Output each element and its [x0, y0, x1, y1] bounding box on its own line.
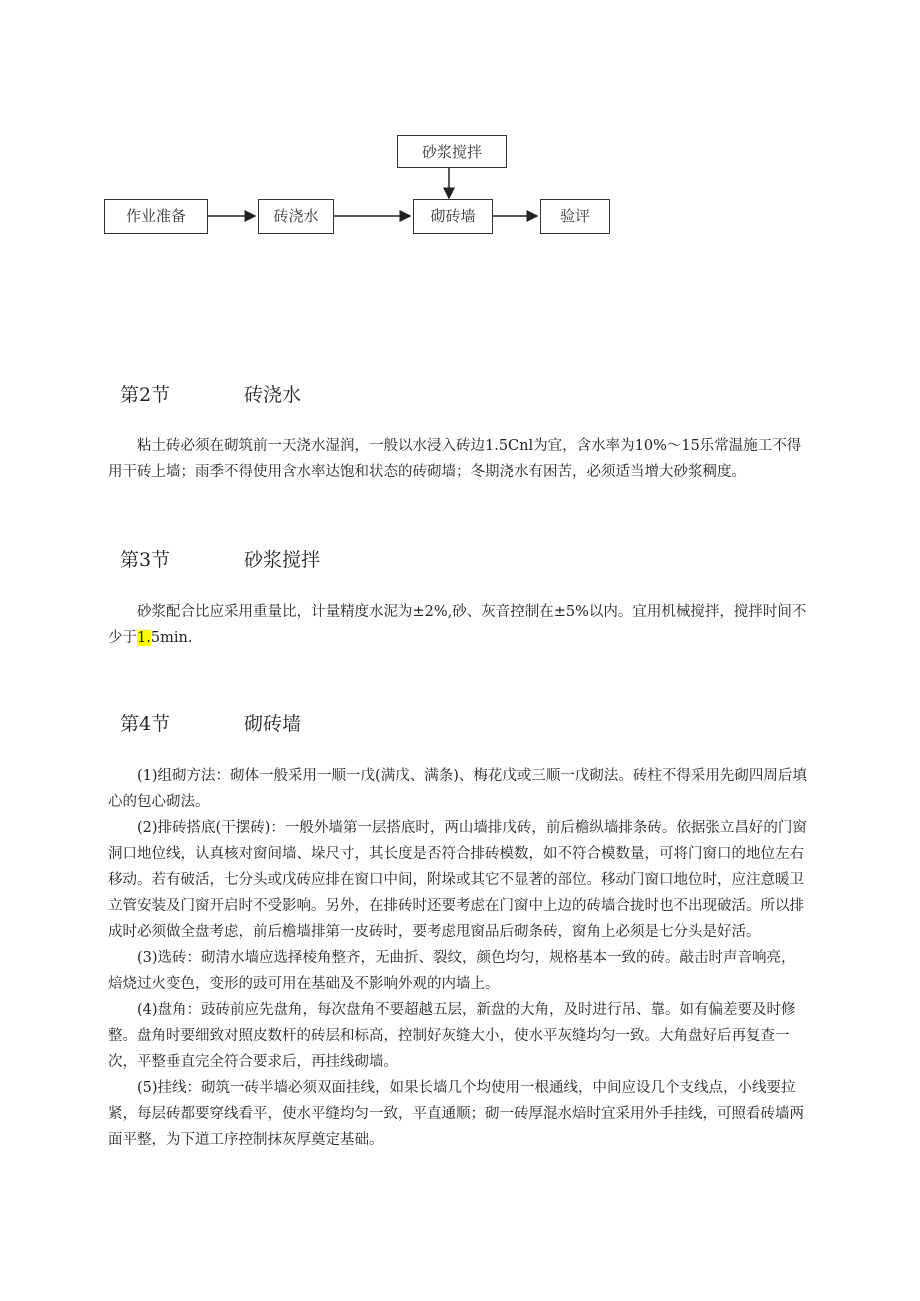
- flow-box-mortar: 砂浆搅拌: [397, 135, 507, 168]
- flow-box-masonry: 砌砖墙: [413, 199, 493, 234]
- section-title: 砌砖墙: [244, 713, 302, 735]
- section-number: 第2节: [120, 384, 171, 406]
- paragraph-brick-layout: (2)排砖搭底(干摆砖)：一般外墙第一层搭底时，两山墙排戊砖，前后檐纵墙排条砖。依据张立昌好的门窗洞口地位线，认真核对窗间墙、垛尺寸，其长度是否符合排砖模数，如不符合模数量，可将门窗口的地位左右移动。若有破活，七分头或戊砖应排在窗口中间，附垛或其它不显著的部位。移动门窗口地位时，应注意暖卫立管安装及门窗开启时不受影响。另外，在排砖时还要考虑在门窗中上边的砖墙合拢时也不出现破活。所以排成时必须做全盘考虑，前后檐墙排第一皮砖时，要考虑甩窗品后砌条砖，窗角上必须是七分头是好活。: [108, 820, 807, 940]
- paragraph-bonding-method: (1)组砌方法：砌体一般采用一顺一戊(满戊、满条)、梅花戊或三顺一戊砌法。砖柱不得采用先砌四周后填心的包心砌法。: [108, 768, 807, 810]
- section-2-paragraph: 粘土砖必须在砌筑前一天浇水湿润，一般以水浸入砖边1.5Cnl为宜，含水率为10%～15乐常温施工不得用干砖上墙；雨季不得使用含水率达饱和状态的砖砌墙；冬期浇水有困苦，必须适当增大砂浆稠度。: [108, 438, 802, 480]
- process-flowchart: [100, 135, 620, 245]
- section-title: 砂浆搅拌: [244, 549, 321, 571]
- section-number: 第3节: [120, 549, 171, 571]
- flow-box-inspect: 验评: [540, 199, 610, 234]
- section-4-heading: [120, 709, 420, 735]
- section-3-paragraph: [108, 599, 808, 651]
- section-3-heading: [120, 545, 420, 571]
- section-title: 砖浇水: [244, 384, 302, 406]
- paragraph-text: 5min.: [150, 630, 193, 646]
- flow-box-water: 砖浇水: [258, 199, 334, 234]
- highlighted-text: 1.: [137, 630, 151, 646]
- paragraph-line-hanging: (5)挂线：砌筑一砖半墙必须双面挂线，如果长墙几个均使用一根通线，中间应设几个支线点，小线要拉紧，每层砖都要穿线看平，使水平缝均匀一致，平直通顺；砌一砖厚混水焙时宜采用外手挂线，可照看砖墙两面平整，为下道工序控制抹灰厚奠定基础。: [108, 1080, 804, 1148]
- paragraph-corner-building: (4)盘角：豉砖前应先盘角，每次盘角不要超越五层，新盘的大角，及时进行吊、靠。如有偏差要及时修整。盘角时要细致对照皮数杆的砖层和标高，控制好灰缝大小，使水平灰缝均匀一致。大角盘好后再复查一次，平整垂直完全符合要求后，再挂线砌墙。: [108, 1002, 796, 1070]
- flow-box-prep: 作业准备: [104, 199, 208, 234]
- paragraph-brick-selection: (3)选砖：砌清水墙应选择棱角整齐，无曲折、裂纹，颜色均匀，规格基本一致的砖。敲击时声音响亮，焙烧过火变色，变形的豉可用在基础及不影响外观的内墙上。: [108, 950, 796, 992]
- paragraph-text: 砂浆配合比应采用重量比，计量精度水泥为±2%,砂、灰音控制在±5%以内。宜用机械搅拌，搅拌时间不少于: [108, 604, 807, 646]
- section-4-body: [108, 763, 808, 1153]
- section-2-heading: [120, 380, 420, 406]
- section-number: 第4节: [120, 713, 171, 735]
